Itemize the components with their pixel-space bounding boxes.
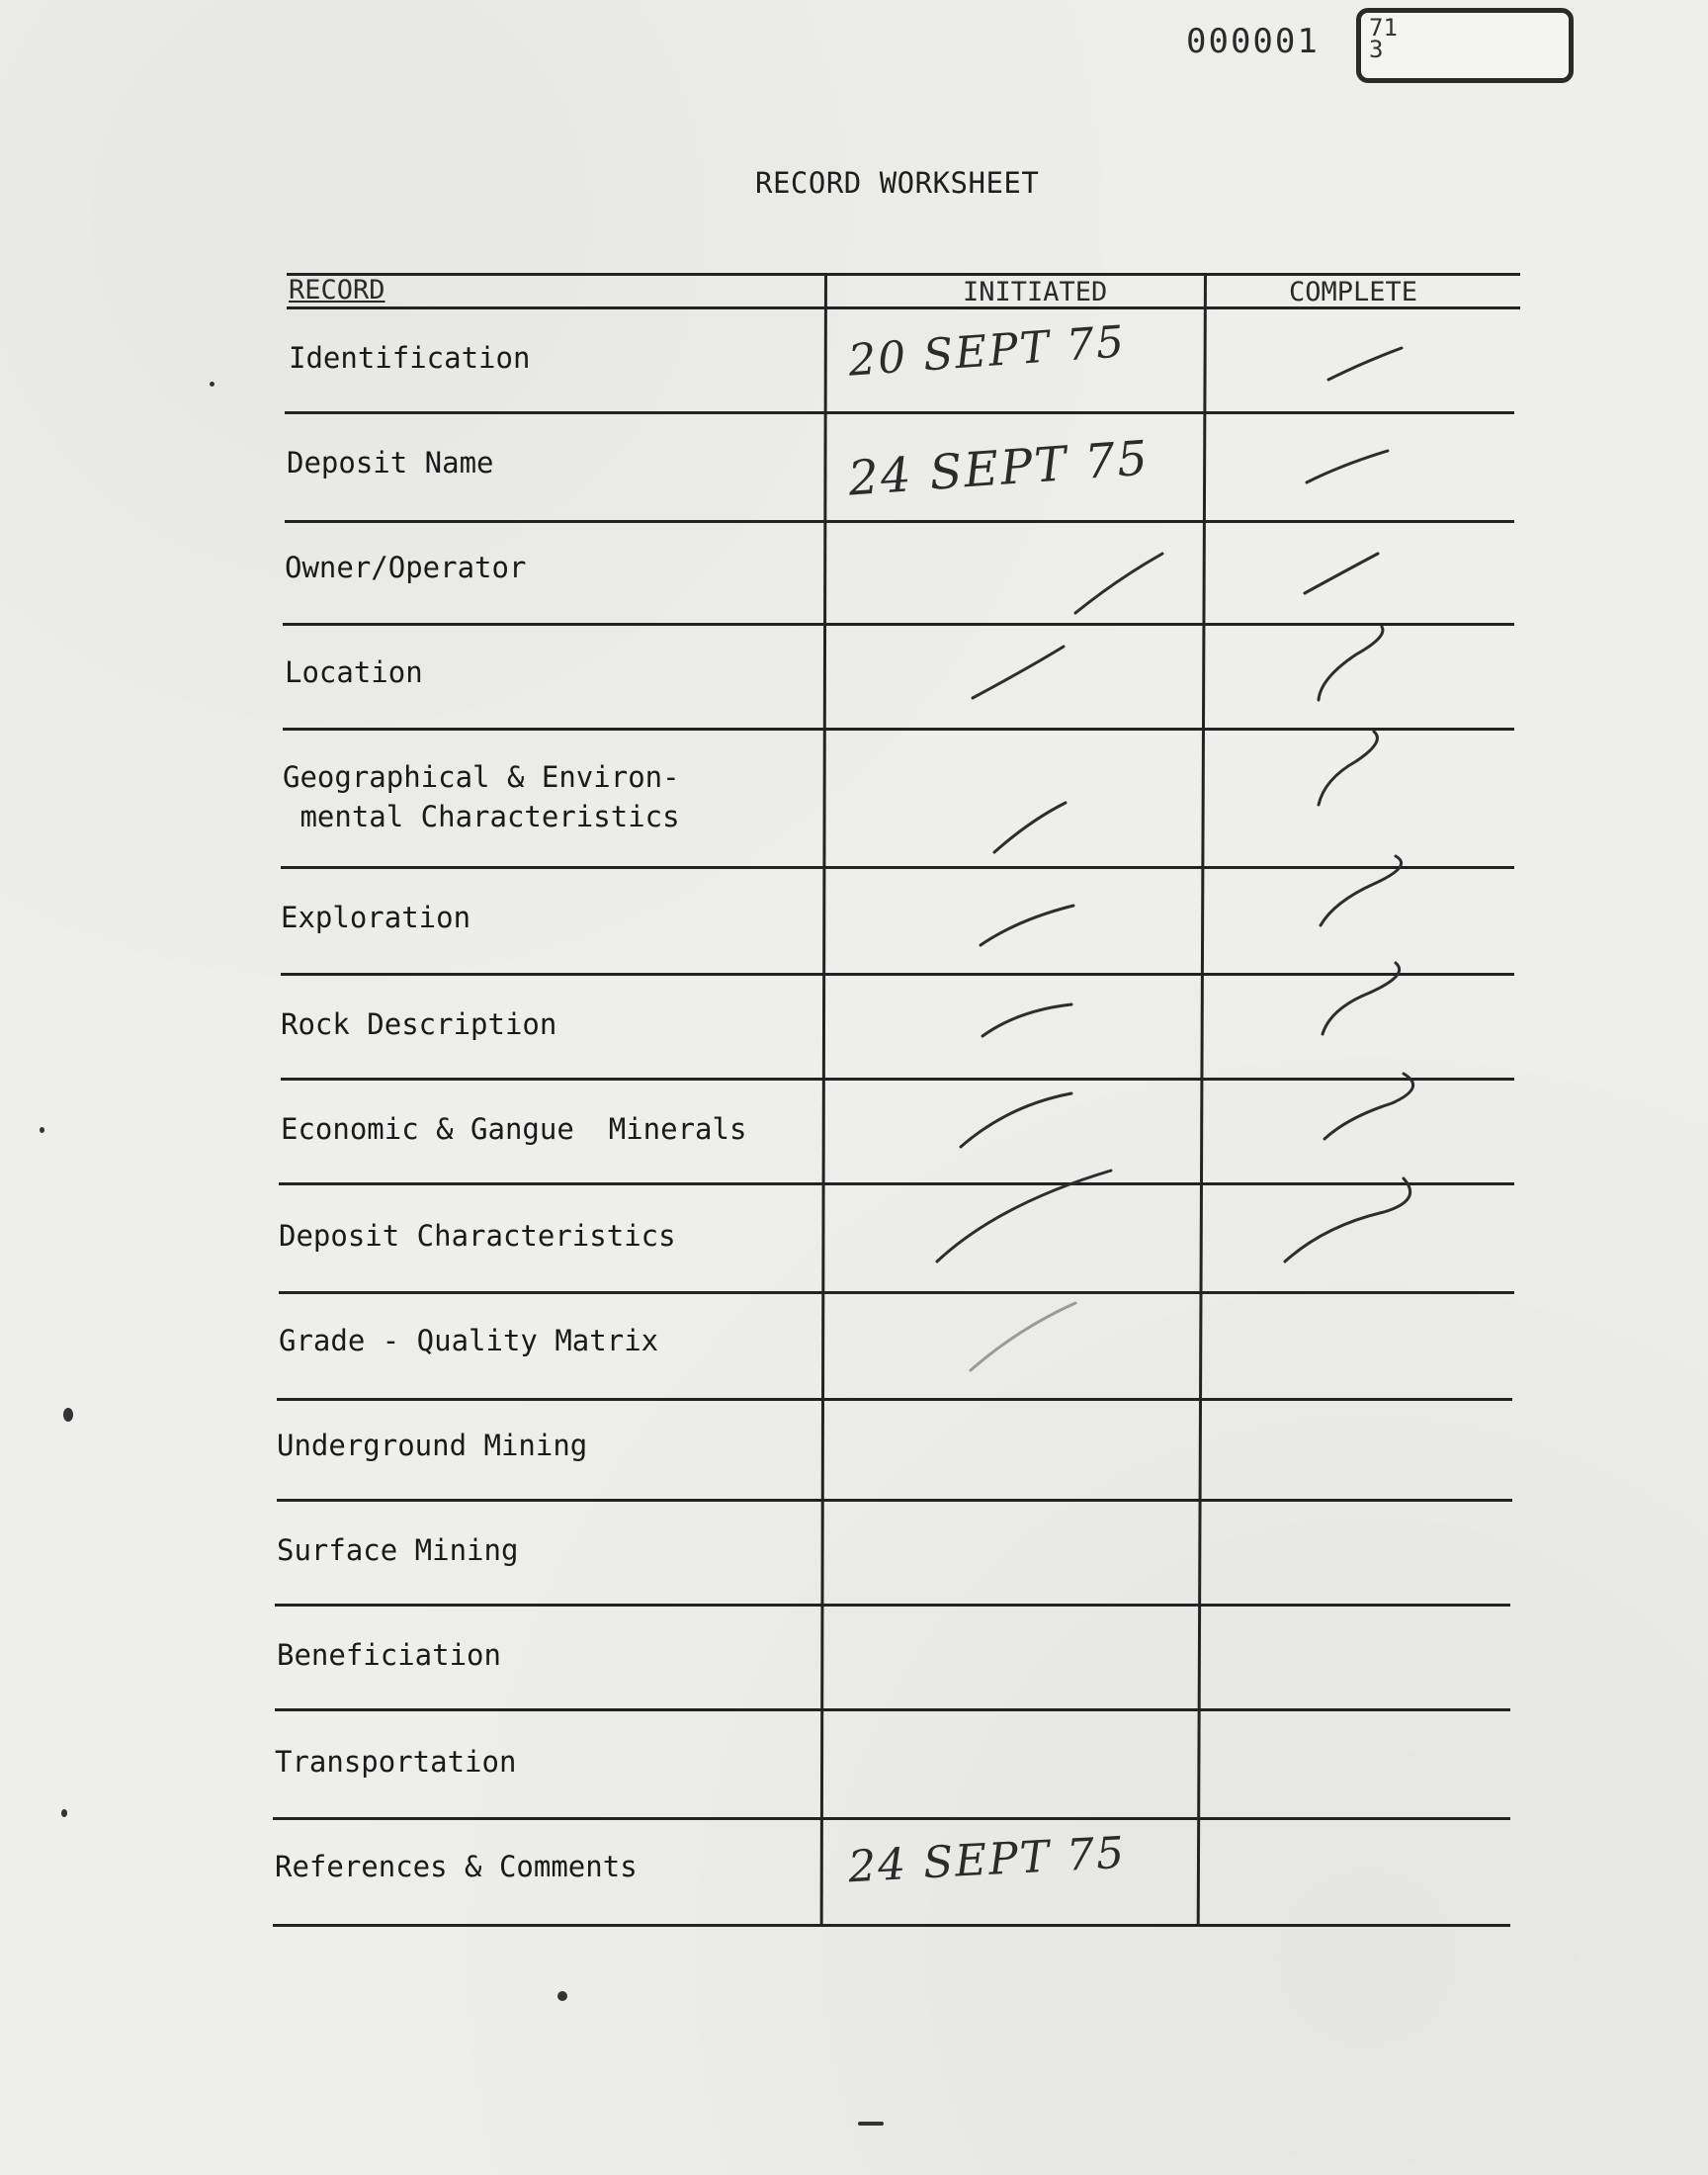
row-label-deposit-name: Deposit Name bbox=[287, 446, 494, 479]
row-label-deposit-characteristics: Deposit Characteristics bbox=[279, 1219, 676, 1253]
check-mark-icon bbox=[971, 1303, 1075, 1370]
scan-speck bbox=[40, 1127, 44, 1133]
row-label-rock-description: Rock Description bbox=[281, 1007, 557, 1041]
check-mark-icon bbox=[1328, 348, 1402, 380]
check-mark-icon bbox=[1323, 963, 1400, 1034]
header-record: RECORD bbox=[289, 275, 385, 305]
scan-speck bbox=[557, 1991, 567, 2001]
row-label-location: Location bbox=[285, 655, 423, 689]
row-label-underground-mining: Underground Mining bbox=[277, 1429, 588, 1462]
scan-speck bbox=[210, 382, 214, 387]
row-label-owner-operator: Owner/Operator bbox=[285, 551, 527, 584]
row-label-economic-gangue-minerals: Economic & Gangue Minerals bbox=[281, 1112, 747, 1146]
row-label-geographical-environmental: Geographical & Environ- mental Characteristics bbox=[283, 760, 680, 833]
check-mark-icon bbox=[1324, 1074, 1413, 1139]
check-mark-icon bbox=[1307, 451, 1388, 482]
check-mark-icon bbox=[1319, 732, 1377, 805]
row-label-transportation: Transportation bbox=[275, 1745, 517, 1779]
check-mark-icon bbox=[982, 1004, 1071, 1036]
row-label-beneficiation: Beneficiation bbox=[277, 1638, 501, 1672]
header-initiated: INITIATED bbox=[963, 277, 1108, 307]
check-mark-icon bbox=[981, 906, 1073, 945]
row-label-surface-mining: Surface Mining bbox=[277, 1533, 519, 1567]
row-label-identification: Identification bbox=[289, 341, 531, 375]
stamp-text: 71 3 bbox=[1369, 14, 1398, 63]
row-label-exploration: Exploration bbox=[281, 901, 471, 934]
check-mark-icon bbox=[973, 647, 1064, 698]
check-mark-icon bbox=[1075, 554, 1162, 613]
check-mark-icon bbox=[1305, 554, 1378, 593]
page-title: RECORD WORKSHEET bbox=[755, 166, 1040, 200]
document-number: 000001 bbox=[1186, 22, 1320, 61]
scan-speck bbox=[63, 1408, 73, 1422]
initiated-date-deposit-name: 24 SEPT 75 bbox=[846, 430, 1152, 507]
check-mark-icon bbox=[1319, 627, 1383, 700]
row-label-references-comments: References & Comments bbox=[275, 1850, 638, 1883]
initiated-date-identification: 20 SEPT 75 bbox=[846, 316, 1128, 387]
scan-speck bbox=[858, 2122, 884, 2126]
check-mark-icon bbox=[1285, 1178, 1410, 1262]
row-label-grade-quality-matrix: Grade - Quality Matrix bbox=[279, 1324, 659, 1357]
initiated-date-references: 24 SEPT 75 bbox=[846, 1827, 1128, 1893]
check-mark-icon bbox=[994, 803, 1066, 852]
check-mark-icon bbox=[937, 1171, 1111, 1262]
check-mark-icon bbox=[961, 1093, 1071, 1147]
check-mark-icon bbox=[1321, 856, 1402, 925]
scan-speck bbox=[61, 1809, 67, 1817]
header-complete: COMPLETE bbox=[1289, 277, 1418, 307]
